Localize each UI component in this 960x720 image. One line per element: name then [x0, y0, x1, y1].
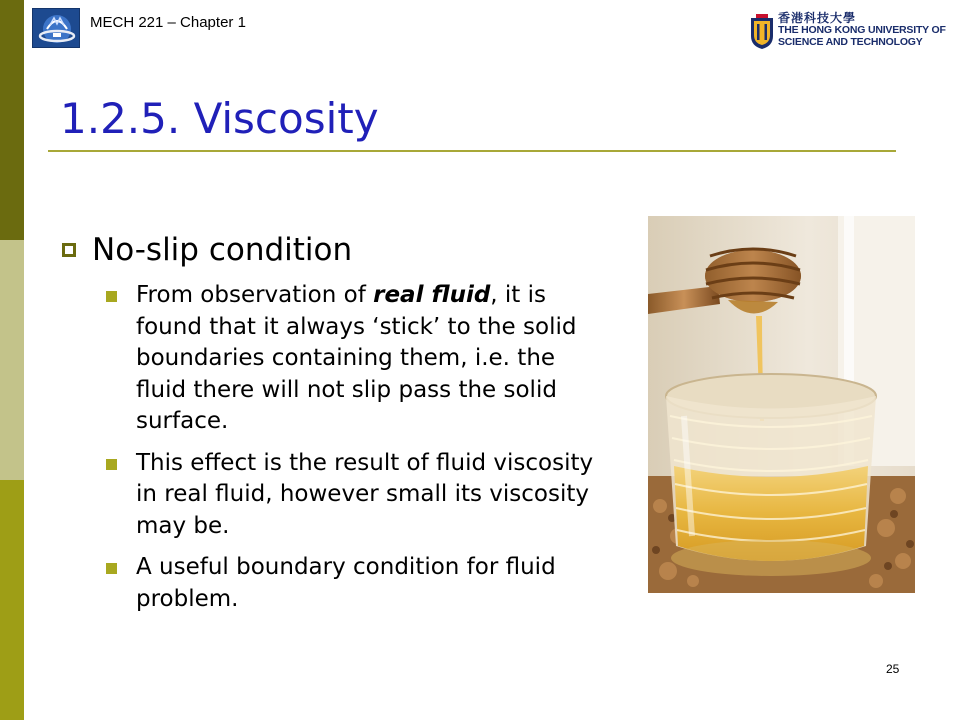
bullet-item-2: [106, 448, 596, 543]
university-name-line1: THE HONG KONG UNIVERSITY OF: [778, 24, 946, 36]
mech-department-logo-icon: [32, 8, 80, 48]
strip-segment-top: [0, 0, 24, 240]
bullet-3-text: A useful boundary condition for fluid problem.: [136, 554, 556, 612]
honey-jar-photo: [648, 216, 915, 593]
slide-title: 1.2.5. Viscosity: [60, 94, 379, 143]
side-color-strip: [0, 0, 24, 720]
bullet-list: [106, 280, 596, 625]
course-header: MECH 221 – Chapter 1: [90, 14, 246, 31]
filled-square-bullet-icon: [106, 563, 117, 574]
filled-square-bullet-icon: [106, 459, 117, 470]
title-underline: [48, 150, 896, 152]
strip-segment-bottom: [0, 480, 24, 720]
bullet-2-text: This effect is the result of fluid viscosity in real fluid, however small its viscosity may be.: [136, 449, 594, 539]
university-name-chinese: 香港科技大學: [778, 11, 857, 25]
university-logo: [750, 12, 950, 56]
no-slip-heading: [62, 232, 352, 268]
hkust-crest-icon: [750, 14, 774, 50]
bullet-1-emphasis: real fluid: [373, 282, 491, 308]
bullet-1-text-end: , it is found that it always ‘stick’ to the solid boundaries containing them, i.e. the fluid there will not slip pass the solid surface.: [136, 282, 577, 434]
bullet-1-text-start: From observation of: [136, 282, 374, 308]
bullet-item-3: [106, 552, 596, 615]
page-number: 25: [886, 662, 900, 676]
hollow-square-bullet-icon: [62, 243, 76, 257]
strip-segment-middle: [0, 240, 24, 480]
university-name-line2: SCIENCE AND TECHNOLOGY: [778, 36, 923, 48]
bullet-item-1: [106, 280, 596, 438]
filled-square-bullet-icon: [106, 291, 117, 302]
heading-text: No-slip condition: [92, 232, 353, 268]
